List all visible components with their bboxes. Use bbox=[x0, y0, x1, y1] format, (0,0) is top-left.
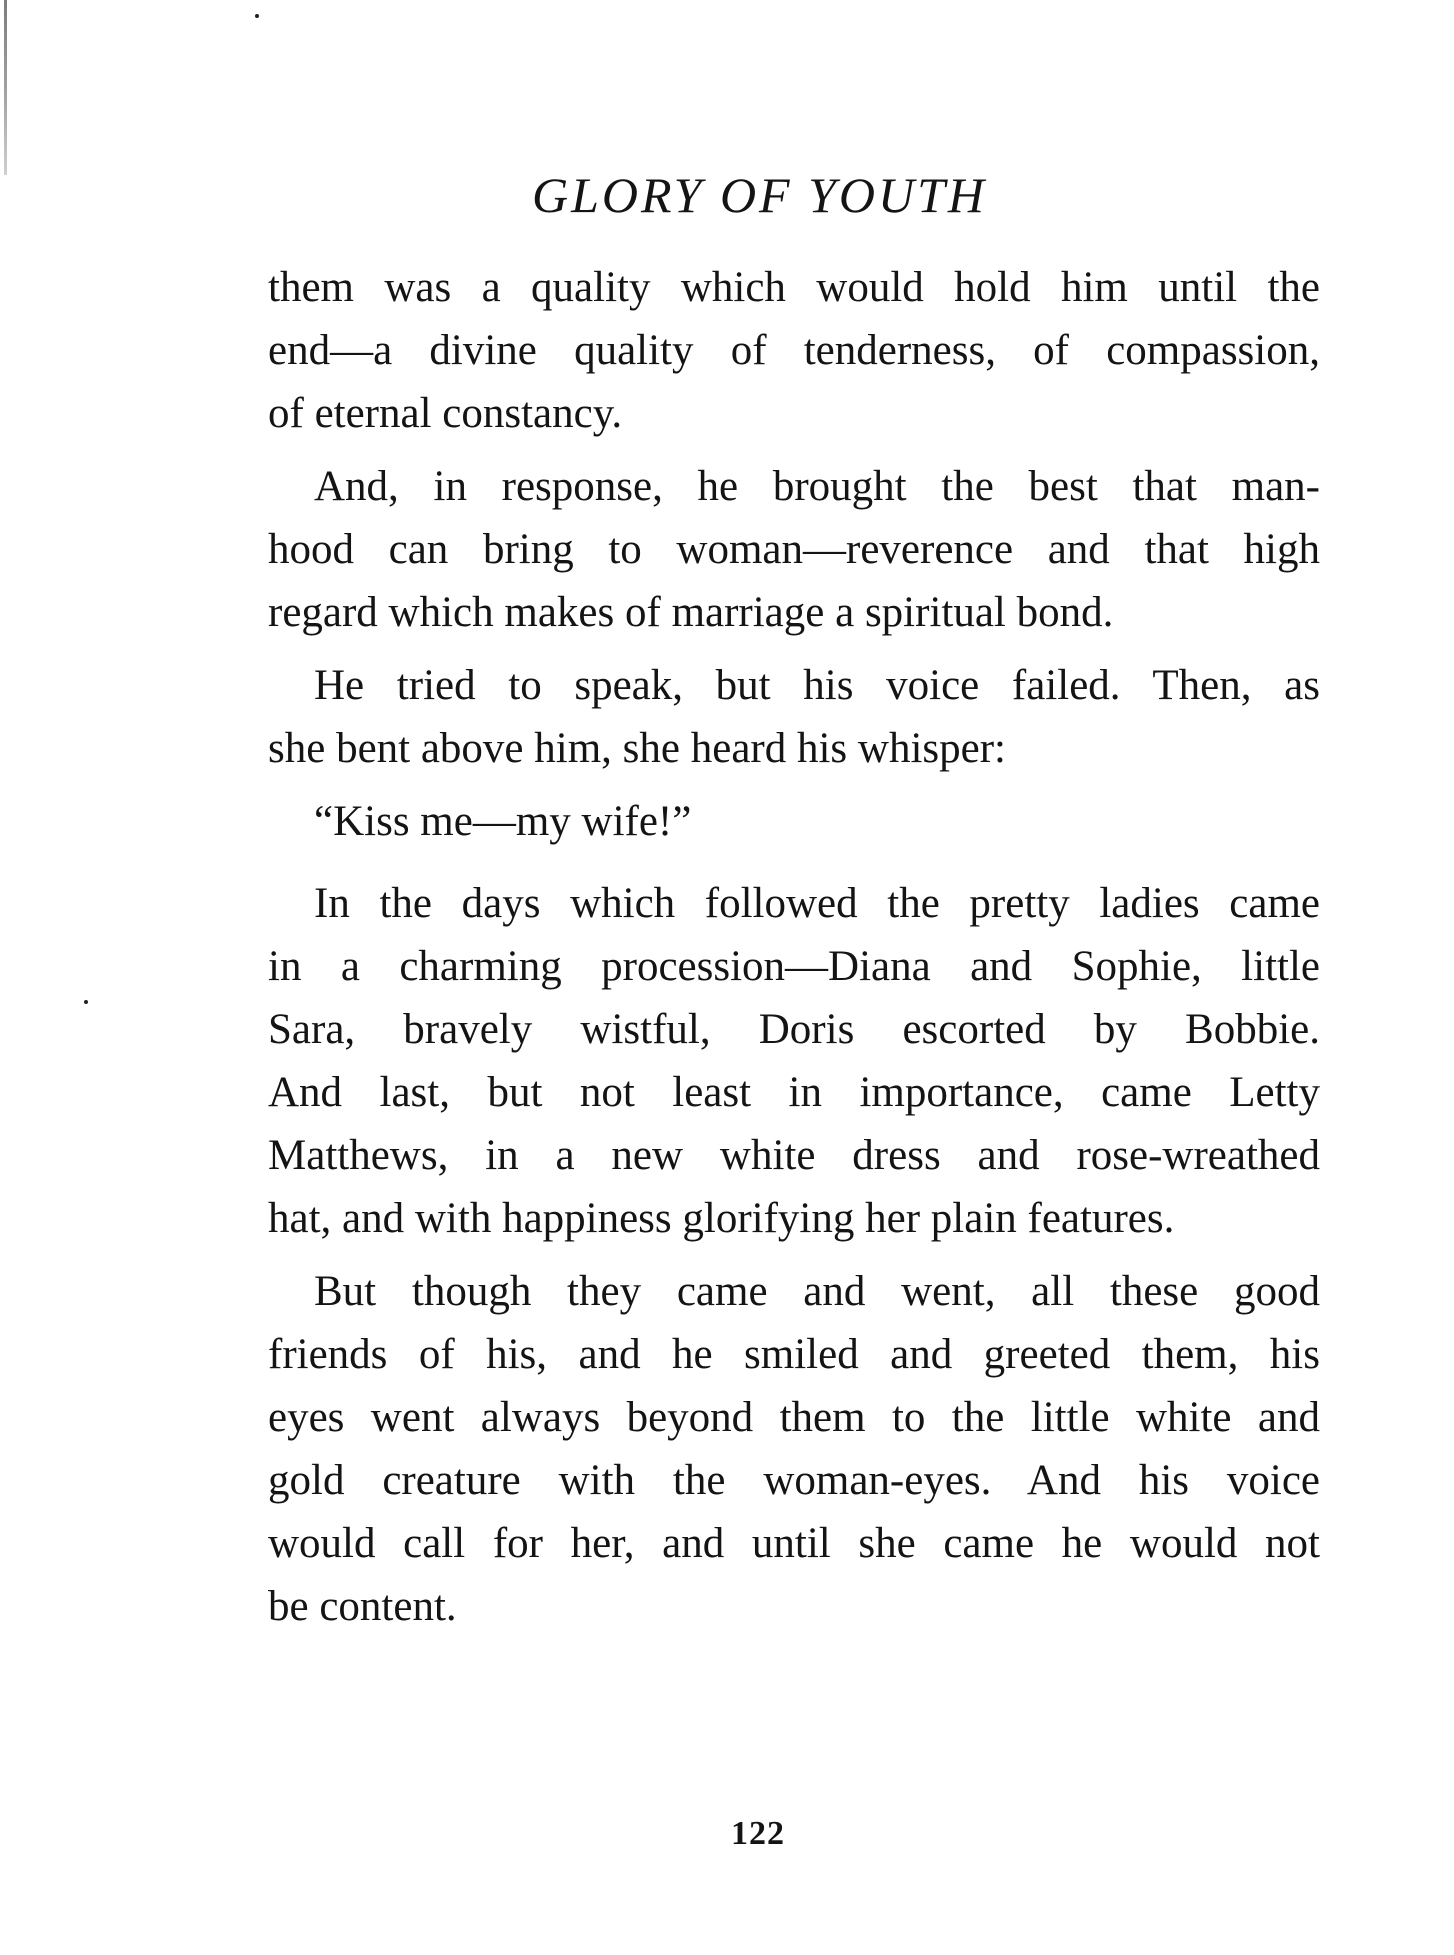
text-line: them was a quality which would hold him until the bbox=[268, 264, 1320, 311]
text-line: In the days which followed the pretty ladies came bbox=[314, 880, 1320, 927]
text-line: Sara, bravely wistful, Doris escorted by Bobbie. bbox=[268, 1006, 1320, 1053]
text-line: would call for her, and until she came he would not bbox=[268, 1520, 1320, 1567]
text-line: end—a divine quality of tenderness, of compassion, bbox=[268, 327, 1320, 374]
scan-edge-shadow bbox=[4, 0, 7, 175]
text-line: friends of his, and he smiled and greeted them, his bbox=[268, 1331, 1320, 1378]
text-line: But though they came and went, all these good bbox=[314, 1268, 1320, 1315]
ink-speck bbox=[84, 1000, 88, 1004]
text-line: regard which makes of marriage a spiritual bond. bbox=[268, 589, 1114, 636]
text-line: “Kiss me—my wife!” bbox=[314, 798, 692, 845]
paragraph bbox=[268, 256, 1320, 445]
text-line: And, in response, he brought the best that man- bbox=[314, 463, 1320, 510]
text-block-lower bbox=[268, 872, 1320, 1648]
text-line: He tried to speak, but his voice failed. Then, as bbox=[314, 662, 1320, 709]
text-line: eyes went always beyond them to the little white and bbox=[268, 1394, 1320, 1441]
text-line: she bent above him, she heard his whisper: bbox=[268, 725, 1006, 772]
text-line: of eternal constancy. bbox=[268, 390, 623, 437]
running-head: GLORY OF YOUTH bbox=[531, 167, 988, 223]
text-line: hood can bring to woman—reverence and that high bbox=[268, 526, 1320, 573]
paragraph bbox=[268, 1260, 1320, 1638]
page-number: 122 bbox=[731, 1815, 785, 1852]
paragraph bbox=[268, 455, 1320, 644]
text-line: hat, and with happiness glorifying her plain features. bbox=[268, 1195, 1175, 1242]
text-line: Matthews, in a new white dress and rose-wreathed bbox=[268, 1132, 1320, 1179]
text-block-upper bbox=[268, 256, 1320, 863]
text-line: be content. bbox=[268, 1583, 457, 1630]
ink-speck bbox=[255, 14, 259, 18]
text-line: And last, but not least in importance, came Letty bbox=[268, 1069, 1320, 1116]
paragraph bbox=[268, 872, 1320, 1250]
text-line: gold creature with the woman-eyes. And his voice bbox=[268, 1457, 1320, 1504]
text-line: in a charming procession—Diana and Sophie, little bbox=[268, 943, 1320, 990]
paragraph bbox=[268, 654, 1320, 780]
paragraph bbox=[268, 790, 1320, 853]
